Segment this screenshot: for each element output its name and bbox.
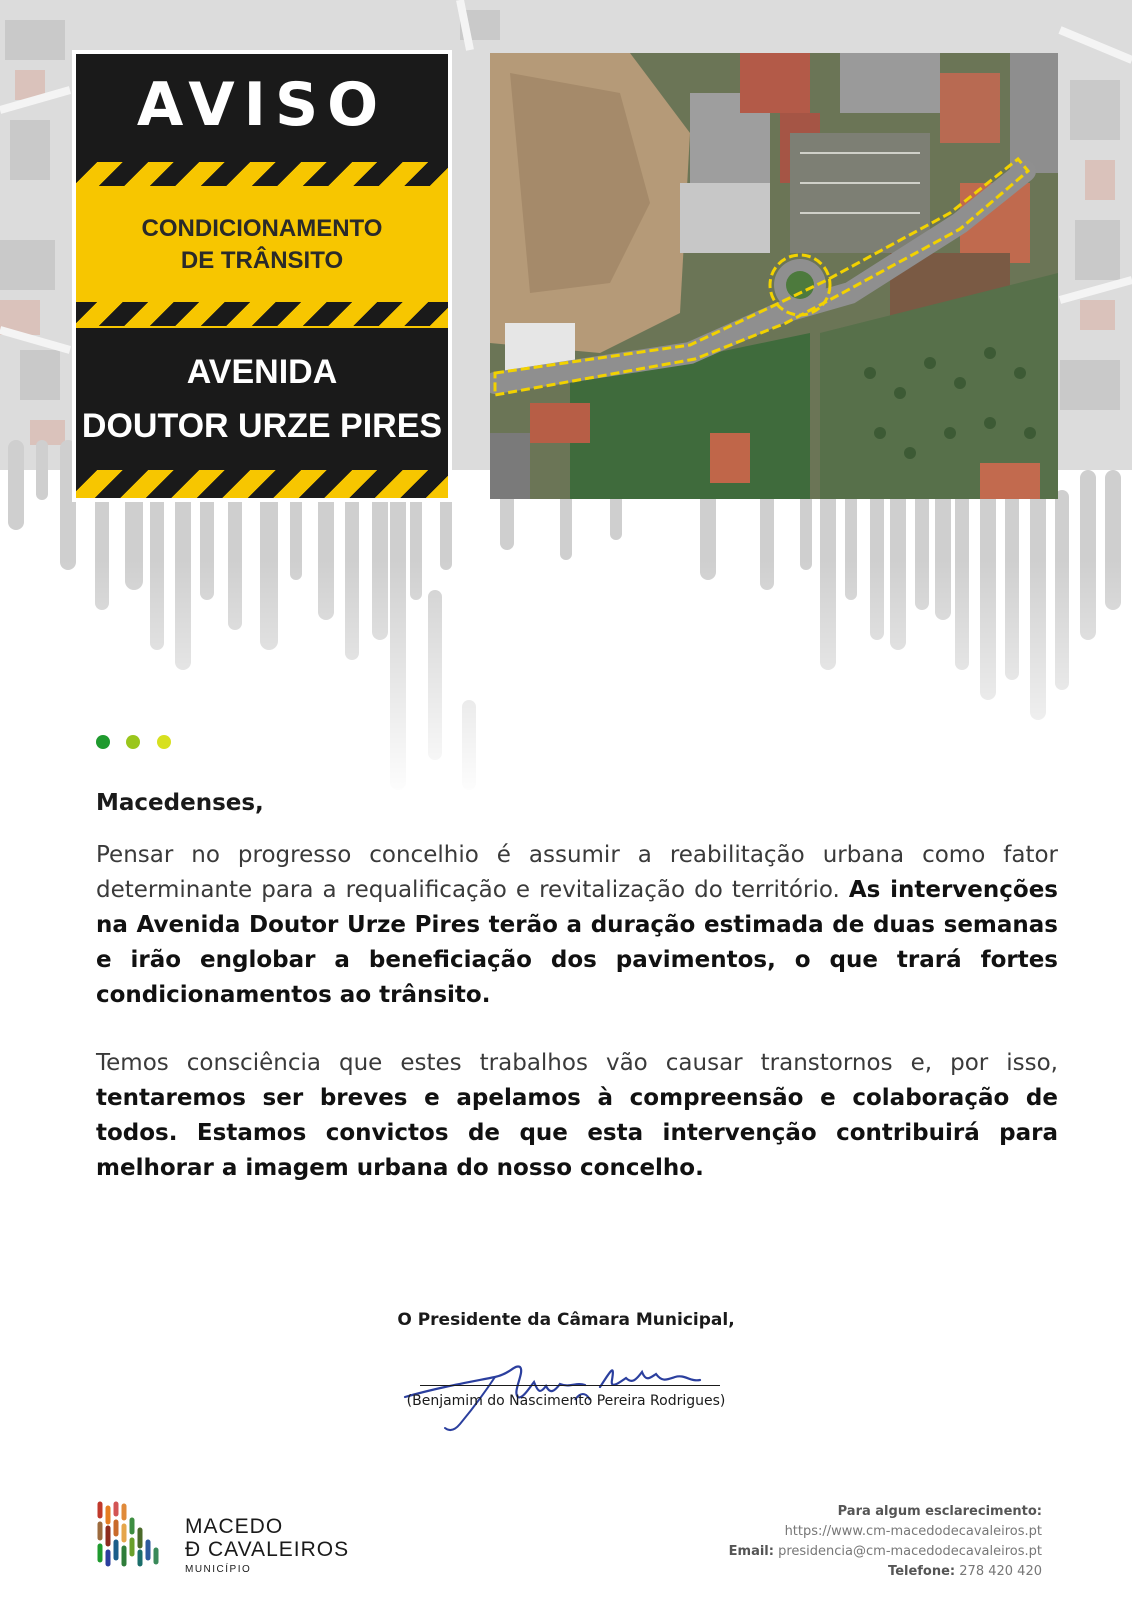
letter-paragraph-2 [96, 1046, 1058, 1186]
decorative-dot-yellow [157, 735, 171, 749]
aerial-map-image [490, 53, 1058, 499]
municipality-logo-icon [96, 1500, 176, 1570]
paragraph-1-intro: Pensar no progresso concelhio é assumir a reabilitação urbana como fator determinante para a requalificação e revitalização do território. [96, 842, 1058, 903]
letter-paragraph-1 [96, 838, 1058, 1013]
paragraph-2-intro: Temos consciência que estes trabalhos vão causar transtornos e, por isso, [96, 1050, 1058, 1076]
sign-street-line1: AVENIDA [186, 353, 338, 391]
signatory-name: (Benjamim do Nascimento Pereira Rodrigues) [406, 1393, 726, 1409]
signature-line [420, 1385, 720, 1386]
sign-subtitle-line1: CONDICIONAMENTO [141, 215, 383, 242]
logo-text-line2: Đ CAVALEIROS [185, 1538, 350, 1561]
hazard-stripes-middle [72, 302, 452, 326]
contact-email[interactable]: presidencia@cm-macedodecavaleiros.pt [778, 1544, 1042, 1559]
logo-text-line3: MUNICÍPIO [185, 1564, 252, 1575]
logo-text-line1: MACEDO [185, 1515, 284, 1538]
aerial-map [490, 53, 1058, 499]
contact-info [729, 1502, 1042, 1582]
warning-sign [72, 50, 452, 502]
sign-street-line2: DOUTOR URZE PIRES [81, 407, 443, 445]
decorative-dot-green [96, 735, 110, 749]
signature-title: O Presidente da Câmara Municipal, [397, 1310, 735, 1330]
contact-website[interactable]: https://www.cm-macedodecavaleiros.pt [784, 1524, 1042, 1539]
paragraph-2-emphasis: tentaremos ser breves e apelamos à compreensão e colaboração de todos. Estamos convictos de que esta intervenção contribuirá para melhorar a imagem urbana do nosso concelho. [96, 1085, 1058, 1181]
letter-greeting: Macedenses, [96, 790, 264, 816]
sign-subtitle-line2: DE TRÂNSITO [180, 247, 344, 274]
email-label: Email: [728, 1544, 774, 1559]
hazard-stripes-bottom [72, 470, 452, 502]
decorative-dot-lime [126, 735, 140, 749]
paragraph-1-emphasis: As intervenções na Avenida Doutor Urze Pires terão a duração estimada de duas semanas e irão englobar a beneficiação dos pavimentos, o que trará fortes condicionamentos ao trânsito. [96, 877, 1058, 1008]
contact-heading: Para algum esclarecimento: [837, 1504, 1042, 1519]
handwritten-signature [400, 1352, 730, 1432]
contact-phone[interactable]: 278 420 420 [959, 1564, 1042, 1579]
phone-label: Telefone: [888, 1564, 956, 1579]
contact-phone-row [729, 1562, 1042, 1582]
sign-title: AVISO [136, 70, 388, 140]
hazard-stripes-top [72, 162, 452, 186]
contact-email-row [729, 1542, 1042, 1562]
